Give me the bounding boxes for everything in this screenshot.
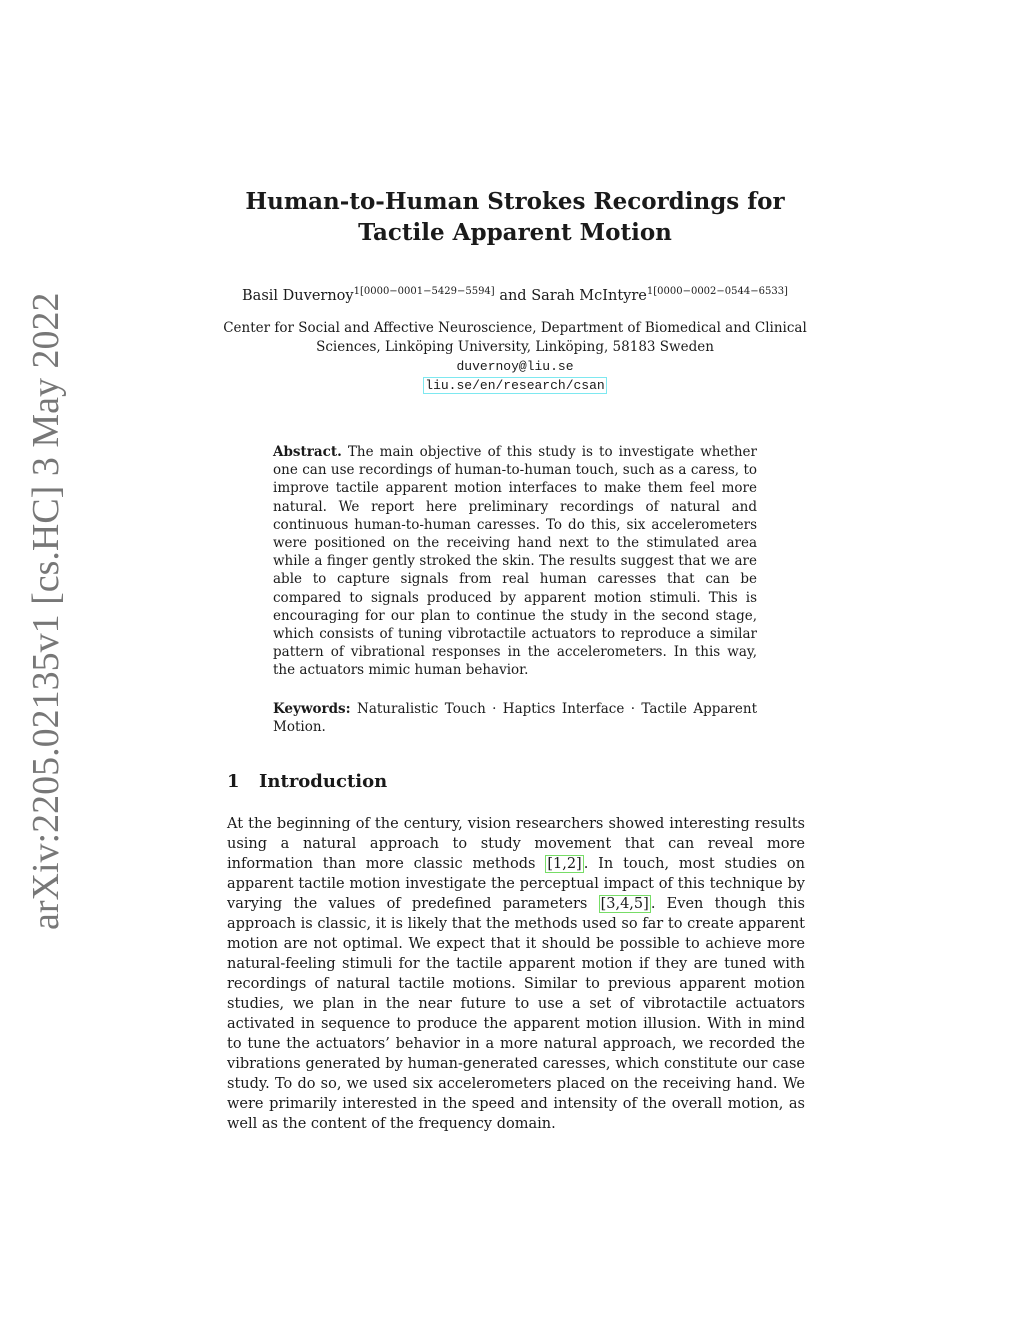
research-url-link[interactable]: liu.se/en/research/csan — [425, 378, 605, 393]
paper-title — [180, 186, 850, 248]
keywords — [273, 700, 757, 736]
section-number: 1 — [227, 771, 240, 792]
title-line-2: Tactile Apparent Motion — [358, 219, 672, 246]
abstract-label: Abstract. — [273, 444, 342, 460]
author-1-orcid: 1[0000−0001−5429−5594] — [353, 286, 495, 297]
abstract-text: The main objective of this study is to investigate whether one can use recordings of human-to-human touch, such as a caress, to improve tactile apparent motion interfaces to make them feel more natural. We report here preliminary recordings of natural and continuous human-to-human caresses. To do this, six accelerometers were positioned on the receiving hand next to the stimulated area while a finger gently stroked the skin. The results suggest that we are able to capture signals from real human caresses that can be compared to signals produced by apparent motion stimuli. This is encouraging for our plan to continue the study in the second stage, which consists of tuning vibrotactile actuators to reproduce a similar pattern of vibrational responses in the accelerometers. In this way, the actuators mimic human behavior. — [273, 444, 757, 679]
intro-text-1: At the beginning of the century, vision researchers showed interesting results using a natural approach to study movement that can reveal more information than more classic methods — [227, 816, 805, 872]
introduction-paragraph — [227, 814, 805, 1134]
arxiv-stamp[interactable]: arXiv:2205.02135v1 [cs.HC] 3 May 2022 — [25, 292, 67, 930]
affiliation-block — [200, 319, 830, 395]
intro-text-2: . In touch, most studies on apparent tactile motion investigate the perceptual impact of this technique by varying the values of predefined parameters — [227, 856, 805, 912]
author-list — [180, 282, 850, 306]
author-2-name: Sarah McIntyre — [531, 288, 647, 304]
citation-link-1[interactable]: [1,2] — [547, 856, 582, 872]
keywords-label: Keywords: — [273, 701, 351, 717]
affiliation-line-1: Center for Social and Affective Neuroscience, Department of Biomedical and Clinical — [223, 320, 807, 336]
author-email[interactable]: duvernoy@liu.se — [456, 359, 574, 374]
affiliation-line-2: Sciences, Linköping University, Linköping, 58183 Sweden — [316, 339, 714, 355]
citation-link-2[interactable]: [3,4,5] — [600, 896, 649, 912]
author-2-orcid: 1[0000−0002−0544−6533] — [646, 286, 788, 297]
section-title: Introduction — [259, 771, 388, 792]
abstract — [273, 443, 757, 680]
section-heading — [227, 770, 387, 794]
intro-text-3: . Even though this approach is classic, it is likely that the methods used so far to create apparent motion are not optimal. We expect that it should be possible to achieve more natural-feeling stimuli for the tactile apparent motion if they are tuned with recordings of natural tactile motions. Similar to previous apparent motion studies, we plan in the near future to use a set of vibrotactile actuators activated in sequence to produce the apparent motion illusion. With in mind to tune the actuators’ behavior in a more natural approach, we recorded the vibrations generated by human-generated caresses, which constitute our case study. To do so, we used six accelerometers placed on the receiving hand. We were primarily interested in the speed and intensity of the overall motion, as well as the content of the frequency domain. — [227, 896, 805, 1132]
title-line-1: Human-to-Human Strokes Recordings for — [245, 188, 785, 215]
author-connector: and — [499, 288, 527, 304]
author-1-name: Basil Duvernoy — [242, 288, 354, 304]
keywords-text: Naturalistic Touch · Haptics Interface · Tactile Apparent Motion. — [273, 701, 757, 736]
